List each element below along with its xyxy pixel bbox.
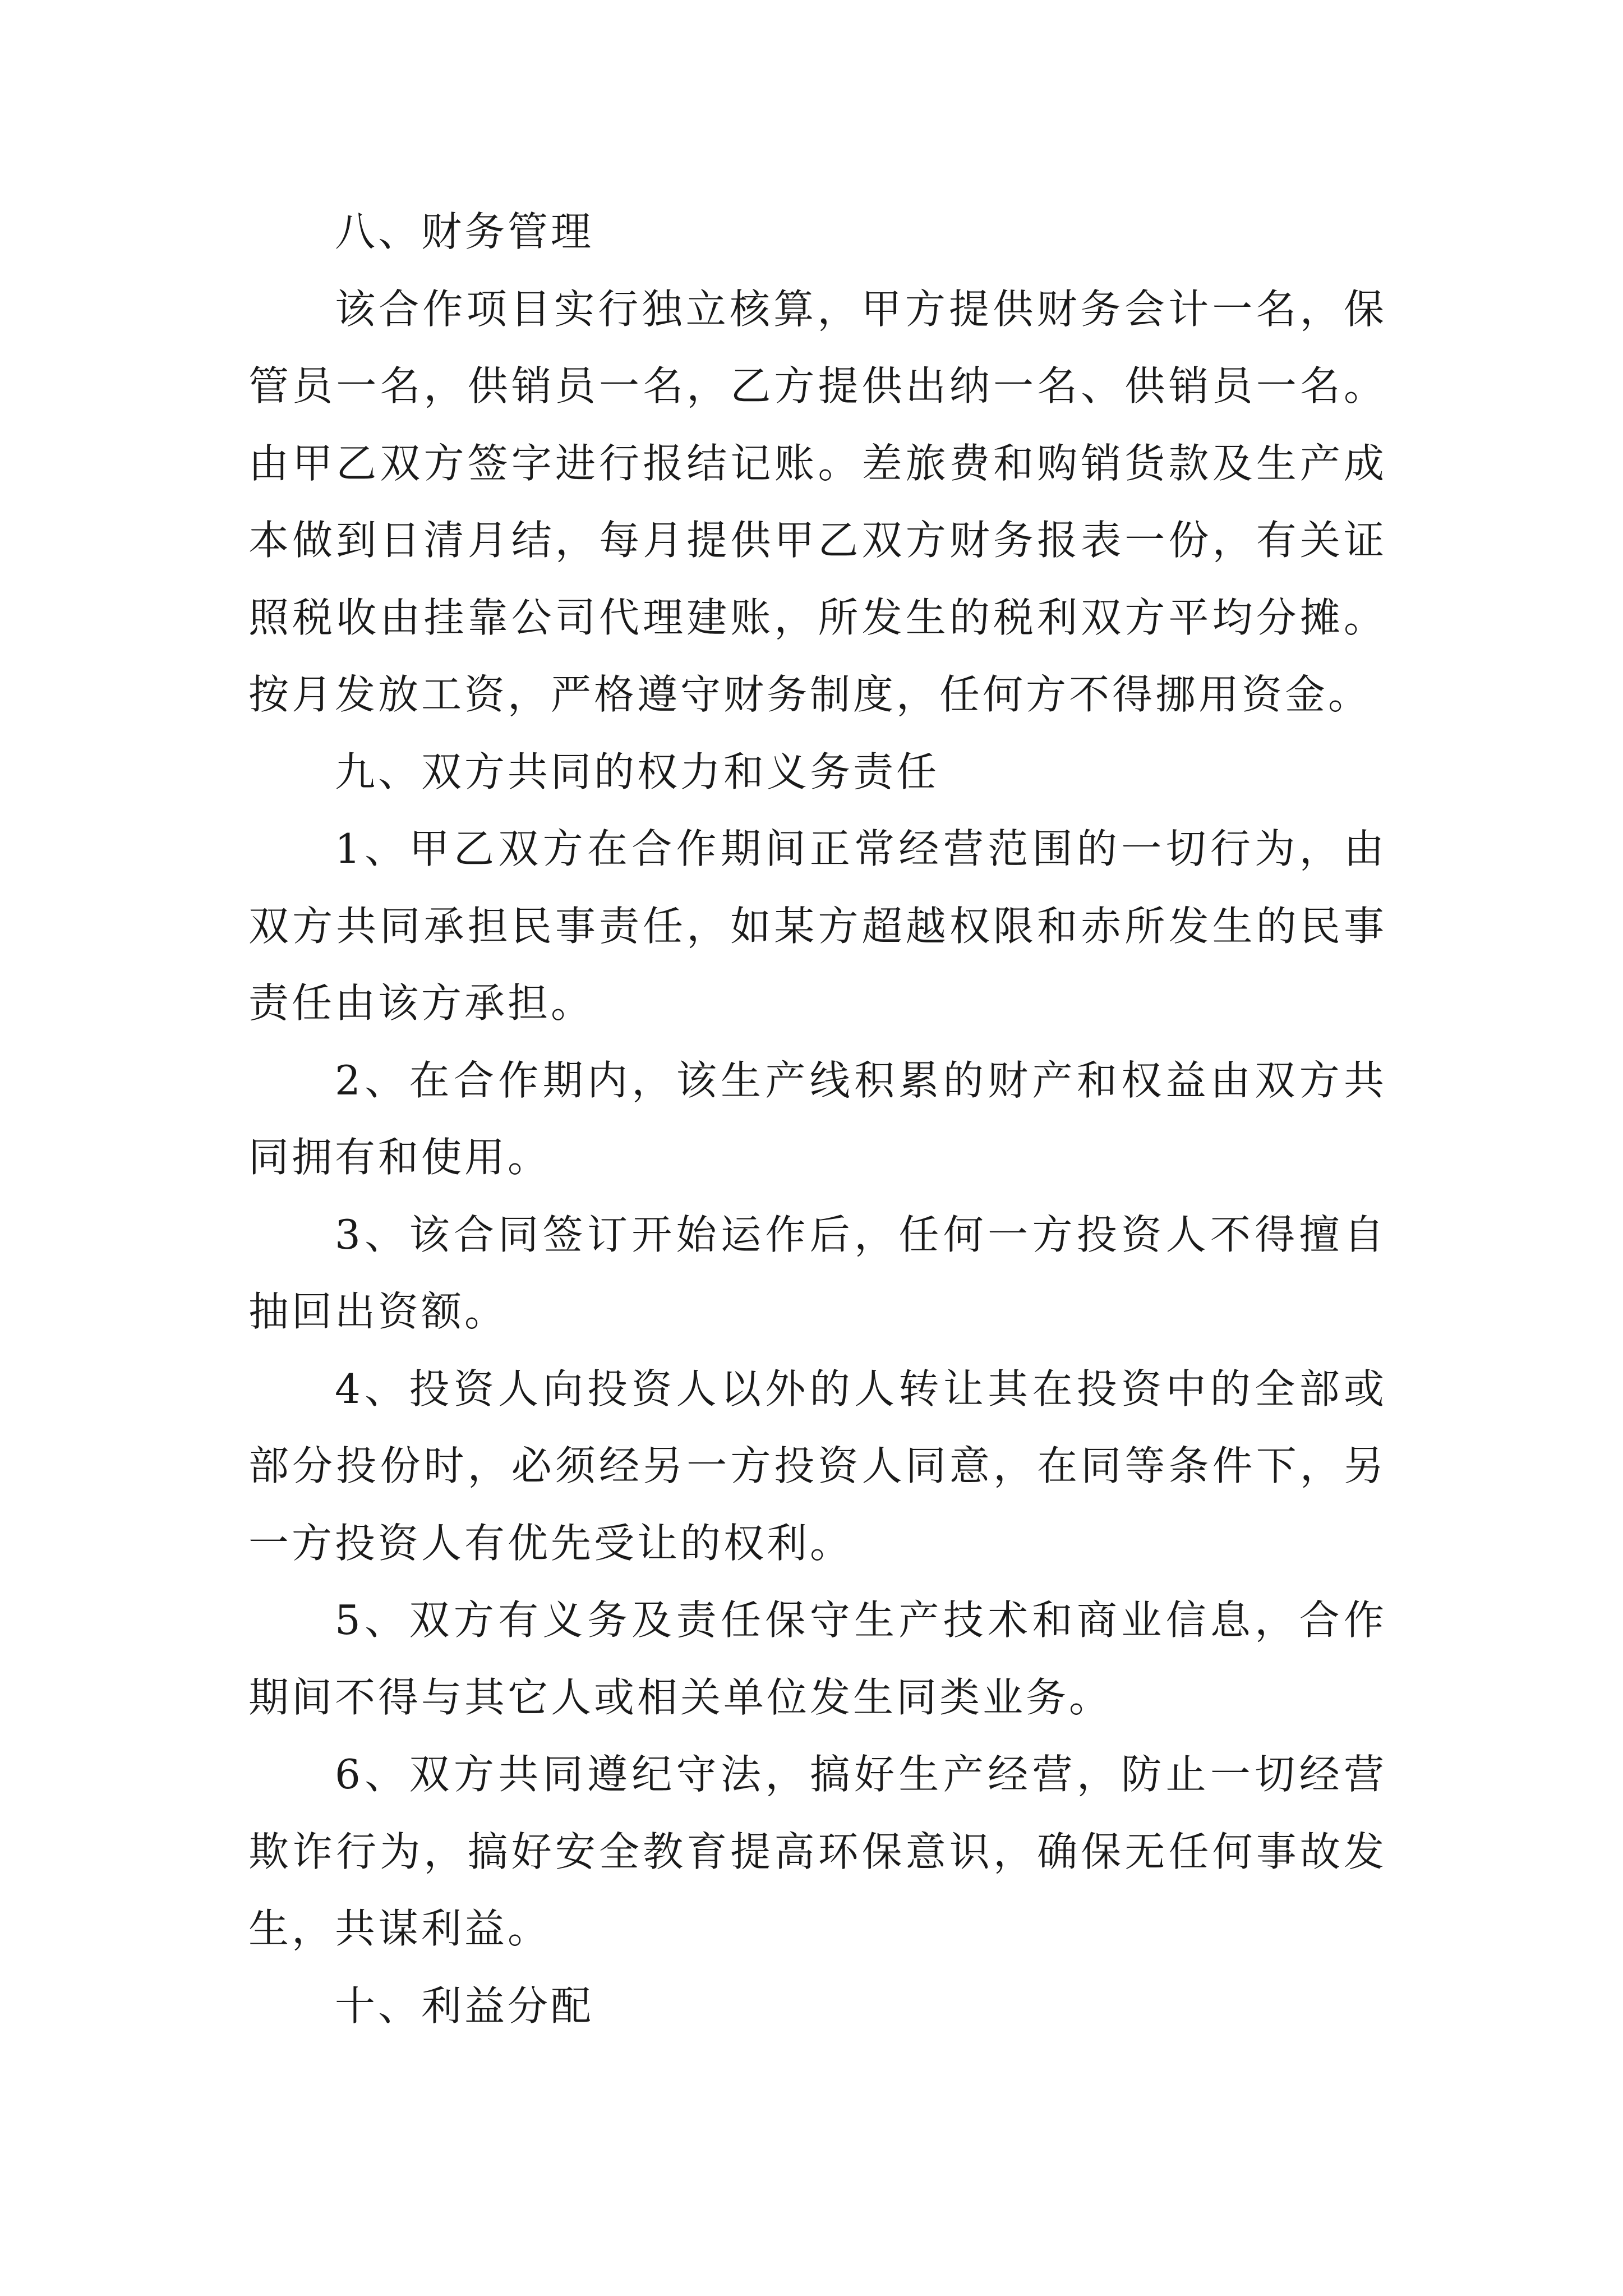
section-9-item-1: 1、甲乙双方在合作期间正常经营范围的一切行为，由双方共同承担民事责任，如某方超越权限和赤所发生的民事责任由该方承担。	[248, 825, 1387, 1027]
section-9-item-3: 3、该合同签订开始运作后，任何一方投资人不得擅自抽回出资额。	[248, 1211, 1387, 1335]
section-9-item-4: 4、投资人向投资人以外的人转让其在投资中的全部或部分投份时，必须经另一方投资人同意，在同等条件下，另一方投资人有优先受让的权利。	[248, 1365, 1387, 1567]
section-8-heading: 八、财务管理	[335, 208, 594, 255]
section-9-item-5: 5、双方有义务及责任保守生产技术和商业信息，合作期间不得与其它人或相关单位发生同类业务。	[248, 1596, 1387, 1721]
section-10-heading: 十、利益分配	[335, 1982, 594, 2030]
section-9-heading: 九、双方共同的权力和义务责任	[335, 748, 940, 795]
section-9-item-2: 2、在合作期内，该生产线积累的财产和权益由双方共同拥有和使用。	[248, 1056, 1387, 1181]
document-body	[248, 194, 1387, 2045]
section-9-item-6: 6、双方共同遵纪守法，搞好生产经营，防止一切经营欺诈行为，搞好安全教育提高环保意识，确保无任何事故发生，共谋利益。	[248, 1751, 1387, 1952]
section-8-paragraph: 该合作项目实行独立核算，甲方提供财务会计一名，保管员一名，供销员一名，乙方提供出纳一名、供销员一名。由甲乙双方签字进行报结记账。差旅费和购销货款及生产成本做到日清月结，每月提供甲乙双方财务报表一份，有关证照税收由挂靠公司代理建账，所发生的税利双方平均分摊。按月发放工资，严格遵守财务制度，任何方不得挪用资金。	[248, 285, 1387, 718]
